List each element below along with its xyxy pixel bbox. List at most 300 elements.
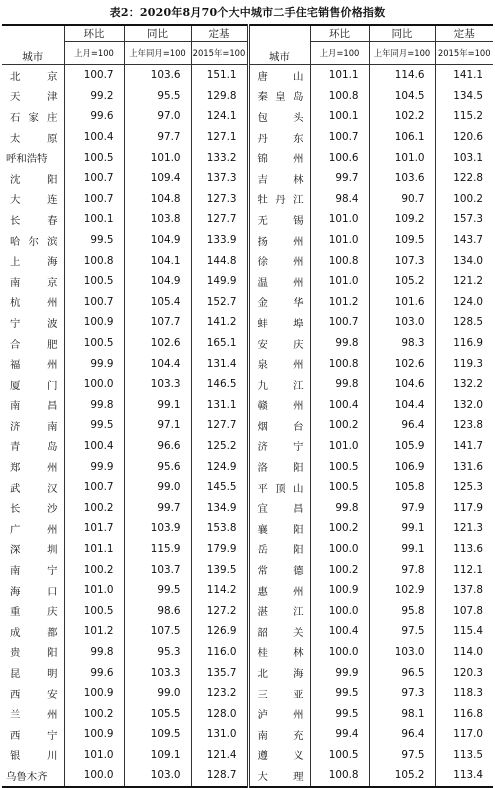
header-base-right: 定基 xyxy=(435,25,493,42)
base-value-right: 119.3 xyxy=(435,353,493,374)
city-name-right: 金华 xyxy=(248,292,310,313)
base-value-left: 131.0 xyxy=(191,724,248,745)
mom-value-left: 100.4 xyxy=(64,127,124,148)
yoy-value-left: 104.1 xyxy=(124,250,191,271)
mom-value-left: 100.1 xyxy=(64,209,124,230)
base-value-right: 116.9 xyxy=(435,333,493,354)
mom-value-left: 100.7 xyxy=(64,168,124,189)
mom-value-left: 100.5 xyxy=(64,147,124,168)
mom-value-right: 100.2 xyxy=(310,559,369,580)
yoy-value-right: 98.1 xyxy=(369,703,435,724)
base-value-left: 144.8 xyxy=(191,250,248,271)
city-name-left: 上海 xyxy=(10,256,58,269)
table-row xyxy=(2,106,493,127)
mom-value-left: 100.9 xyxy=(64,724,124,745)
table-row xyxy=(2,333,493,354)
base-value-left: 165.1 xyxy=(191,333,248,354)
city-name-right: 扬州 xyxy=(248,230,310,251)
city-name-right: 宜昌 xyxy=(248,497,310,518)
mom-value-right: 100.8 xyxy=(310,86,369,107)
mom-value-right: 99.8 xyxy=(310,374,369,395)
mom-value-left: 100.2 xyxy=(64,703,124,724)
city-name-right: 锦州 xyxy=(248,147,310,168)
city-name-left: 呼和浩特 xyxy=(6,153,48,166)
table-row xyxy=(2,147,493,168)
mom-value-left: 99.9 xyxy=(64,456,124,477)
mom-value-right: 101.0 xyxy=(310,436,369,457)
city-name-right: 三亚 xyxy=(248,683,310,704)
base-value-right: 114.0 xyxy=(435,642,493,663)
base-value-left: 179.9 xyxy=(191,539,248,560)
city-name-right: 唐山 xyxy=(248,65,310,86)
yoy-value-right: 109.5 xyxy=(369,230,435,251)
yoy-value-left: 105.5 xyxy=(124,703,191,724)
mom-value-right: 100.9 xyxy=(310,580,369,601)
table-row xyxy=(2,497,493,518)
city-name-right: 赣州 xyxy=(248,395,310,416)
base-value-left: 139.5 xyxy=(191,559,248,580)
yoy-value-right: 97.5 xyxy=(369,621,435,642)
yoy-value-left: 95.3 xyxy=(124,642,191,663)
base-value-left: 125.2 xyxy=(191,436,248,457)
yoy-value-left: 103.3 xyxy=(124,662,191,683)
mom-value-right: 99.8 xyxy=(310,333,369,354)
yoy-value-left: 99.7 xyxy=(124,497,191,518)
base-value-right: 120.6 xyxy=(435,127,493,148)
table-title: 表2：2020年8月70个大中城市二手住宅销售价格指数 xyxy=(109,6,386,19)
header-base-left: 定基 xyxy=(191,25,248,42)
table-row xyxy=(2,642,493,663)
city-name-right: 韶关 xyxy=(248,621,310,642)
city-name-left: 武汉 xyxy=(10,482,58,495)
city-name-right: 惠州 xyxy=(248,580,310,601)
base-value-right: 143.7 xyxy=(435,230,493,251)
base-value-right: 131.6 xyxy=(435,456,493,477)
mom-value-right: 100.2 xyxy=(310,518,369,539)
base-value-right: 141.7 xyxy=(435,436,493,457)
header-mom-left: 环比 xyxy=(64,25,124,42)
table-row xyxy=(2,765,493,787)
base-value-right: 124.0 xyxy=(435,292,493,313)
city-name-left: 西宁 xyxy=(10,729,58,742)
mom-value-left: 100.7 xyxy=(64,292,124,313)
table-row xyxy=(2,745,493,766)
header-city-left: 城市 xyxy=(2,25,64,65)
base-value-right: 123.8 xyxy=(435,415,493,436)
mom-value-left: 99.6 xyxy=(64,662,124,683)
city-name-left: 银川 xyxy=(10,750,58,763)
yoy-value-right: 101.0 xyxy=(369,147,435,168)
yoy-value-left: 95.6 xyxy=(124,456,191,477)
mom-value-right: 100.8 xyxy=(310,353,369,374)
table-row xyxy=(2,168,493,189)
mom-value-right: 99.9 xyxy=(310,662,369,683)
mom-value-right: 101.1 xyxy=(310,65,369,86)
mom-value-right: 101.2 xyxy=(310,292,369,313)
table-row xyxy=(2,621,493,642)
yoy-value-right: 101.6 xyxy=(369,292,435,313)
base-value-left: 128.0 xyxy=(191,703,248,724)
city-name-left: 南京 xyxy=(10,276,58,289)
mom-value-right: 101.0 xyxy=(310,271,369,292)
city-name-left: 济南 xyxy=(10,420,58,433)
yoy-value-left: 104.9 xyxy=(124,271,191,292)
base-value-left: 129.8 xyxy=(191,86,248,107)
table-row xyxy=(2,662,493,683)
price-index-table xyxy=(2,24,493,788)
base-value-left: 114.2 xyxy=(191,580,248,601)
base-value-right: 112.1 xyxy=(435,559,493,580)
city-name-right: 温州 xyxy=(248,271,310,292)
table-row xyxy=(2,353,493,374)
mom-value-left: 101.2 xyxy=(64,621,124,642)
yoy-value-left: 107.5 xyxy=(124,621,191,642)
subheader-yoy-left: 上年同月=100 xyxy=(124,42,191,65)
city-name-right: 桂林 xyxy=(248,642,310,663)
mom-value-right: 99.7 xyxy=(310,168,369,189)
city-name-right: 湛江 xyxy=(248,600,310,621)
yoy-value-left: 99.0 xyxy=(124,683,191,704)
yoy-value-right: 104.5 xyxy=(369,86,435,107)
city-name-right: 安庆 xyxy=(248,333,310,354)
yoy-value-left: 115.9 xyxy=(124,539,191,560)
subheader-yoy-right: 上年同月=100 xyxy=(369,42,435,65)
mom-value-right: 101.0 xyxy=(310,209,369,230)
base-value-left: 133.2 xyxy=(191,147,248,168)
city-name-left: 深圳 xyxy=(10,544,58,557)
yoy-value-right: 105.8 xyxy=(369,477,435,498)
yoy-value-left: 97.0 xyxy=(124,106,191,127)
city-name-left: 太原 xyxy=(10,132,58,145)
city-name-right: 牡丹江 xyxy=(248,189,310,210)
mom-value-left: 99.8 xyxy=(64,395,124,416)
city-name-left: 南昌 xyxy=(10,400,58,413)
table-row xyxy=(2,271,493,292)
header-yoy-left: 同比 xyxy=(124,25,191,42)
mom-value-right: 100.0 xyxy=(310,642,369,663)
yoy-value-left: 102.6 xyxy=(124,333,191,354)
base-value-right: 137.8 xyxy=(435,580,493,601)
mom-value-left: 100.8 xyxy=(64,250,124,271)
city-name-right: 遵义 xyxy=(248,745,310,766)
city-name-right: 无锡 xyxy=(248,209,310,230)
mom-value-left: 101.0 xyxy=(64,580,124,601)
base-value-left: 152.7 xyxy=(191,292,248,313)
city-name-right: 吉林 xyxy=(248,168,310,189)
city-name-left: 沈阳 xyxy=(10,173,58,186)
base-value-left: 134.9 xyxy=(191,497,248,518)
mom-value-right: 99.4 xyxy=(310,724,369,745)
mom-value-left: 101.1 xyxy=(64,539,124,560)
mom-value-right: 100.5 xyxy=(310,456,369,477)
table-row xyxy=(2,518,493,539)
mom-value-left: 100.0 xyxy=(64,374,124,395)
city-name-left: 乌鲁木齐 xyxy=(2,765,64,787)
yoy-value-right: 97.9 xyxy=(369,497,435,518)
city-name-left: 西安 xyxy=(10,688,58,701)
table-row xyxy=(2,189,493,210)
mom-value-right: 100.0 xyxy=(310,539,369,560)
mom-value-right: 99.5 xyxy=(310,703,369,724)
header-yoy-right: 同比 xyxy=(369,25,435,42)
table-row xyxy=(2,456,493,477)
city-name-right: 九江 xyxy=(248,374,310,395)
table-row xyxy=(2,374,493,395)
mom-value-right: 100.8 xyxy=(310,765,369,787)
yoy-value-left: 103.8 xyxy=(124,209,191,230)
table-row xyxy=(2,65,493,86)
mom-value-left: 101.7 xyxy=(64,518,124,539)
mom-value-left: 99.9 xyxy=(64,353,124,374)
city-name-right: 泉州 xyxy=(248,353,310,374)
city-name-right: 岳阳 xyxy=(248,539,310,560)
city-name-left: 长春 xyxy=(10,214,58,227)
yoy-value-right: 109.2 xyxy=(369,209,435,230)
base-value-right: 121.2 xyxy=(435,271,493,292)
yoy-value-right: 96.4 xyxy=(369,724,435,745)
subheader-mom-right: 上月=100 xyxy=(310,42,369,65)
base-value-right: 125.3 xyxy=(435,477,493,498)
yoy-value-left: 109.4 xyxy=(124,168,191,189)
base-value-left: 133.9 xyxy=(191,230,248,251)
table-row xyxy=(2,724,493,745)
base-value-right: 132.2 xyxy=(435,374,493,395)
base-value-left: 127.7 xyxy=(191,415,248,436)
mom-value-left: 100.5 xyxy=(64,333,124,354)
base-value-left: 124.9 xyxy=(191,456,248,477)
yoy-value-left: 104.9 xyxy=(124,230,191,251)
table-row xyxy=(2,703,493,724)
city-name-left: 杭州 xyxy=(10,297,58,310)
mom-value-right: 100.8 xyxy=(310,250,369,271)
city-name-right: 丹东 xyxy=(248,127,310,148)
base-value-left: 127.3 xyxy=(191,189,248,210)
header-mom-right: 环比 xyxy=(310,25,369,42)
subheader-base-right: 2015年=100 xyxy=(435,42,493,65)
subheader-mom-left: 上月=100 xyxy=(64,42,124,65)
table-row xyxy=(2,559,493,580)
city-name-left: 北京 xyxy=(10,70,58,83)
mom-value-right: 100.0 xyxy=(310,600,369,621)
yoy-value-left: 104.4 xyxy=(124,353,191,374)
mom-value-right: 98.4 xyxy=(310,189,369,210)
base-value-right: 121.3 xyxy=(435,518,493,539)
table-row xyxy=(2,477,493,498)
city-name-left: 合肥 xyxy=(10,338,58,351)
mom-value-left: 100.9 xyxy=(64,683,124,704)
city-name-right: 南充 xyxy=(248,724,310,745)
yoy-value-right: 105.2 xyxy=(369,271,435,292)
table-row xyxy=(2,683,493,704)
table-row xyxy=(2,230,493,251)
mom-value-right: 100.5 xyxy=(310,745,369,766)
yoy-value-right: 97.5 xyxy=(369,745,435,766)
city-name-left: 南宁 xyxy=(10,565,58,578)
subheader-base-left: 2015年=100 xyxy=(191,42,248,65)
base-value-right: 100.2 xyxy=(435,189,493,210)
base-value-right: 141.1 xyxy=(435,65,493,86)
table-row xyxy=(2,127,493,148)
base-value-right: 113.6 xyxy=(435,539,493,560)
yoy-value-right: 99.1 xyxy=(369,518,435,539)
mom-value-left: 100.4 xyxy=(64,436,124,457)
yoy-value-left: 99.5 xyxy=(124,580,191,601)
mom-value-right: 100.6 xyxy=(310,147,369,168)
table-row xyxy=(2,436,493,457)
mom-value-left: 100.9 xyxy=(64,312,124,333)
table-row xyxy=(2,312,493,333)
city-name-left: 昆明 xyxy=(10,668,58,681)
yoy-value-right: 105.9 xyxy=(369,436,435,457)
base-value-left: 127.1 xyxy=(191,127,248,148)
base-value-left: 121.4 xyxy=(191,745,248,766)
base-value-right: 134.5 xyxy=(435,86,493,107)
yoy-value-right: 107.3 xyxy=(369,250,435,271)
base-value-left: 128.7 xyxy=(191,765,248,787)
base-value-left: 124.1 xyxy=(191,106,248,127)
yoy-value-right: 104.6 xyxy=(369,374,435,395)
yoy-value-right: 97.3 xyxy=(369,683,435,704)
base-value-left: 153.8 xyxy=(191,518,248,539)
city-name-left: 长沙 xyxy=(10,503,58,516)
yoy-value-left: 109.1 xyxy=(124,745,191,766)
city-name-right: 襄阳 xyxy=(248,518,310,539)
yoy-value-right: 106.1 xyxy=(369,127,435,148)
table-row xyxy=(2,292,493,313)
table-row xyxy=(2,580,493,601)
yoy-value-left: 99.1 xyxy=(124,395,191,416)
yoy-value-right: 103.0 xyxy=(369,642,435,663)
yoy-value-right: 102.6 xyxy=(369,353,435,374)
table-row xyxy=(2,539,493,560)
city-name-left: 天津 xyxy=(10,91,58,104)
mom-value-left: 101.0 xyxy=(64,745,124,766)
base-value-left: 145.5 xyxy=(191,477,248,498)
base-value-left: 149.9 xyxy=(191,271,248,292)
base-value-right: 128.5 xyxy=(435,312,493,333)
base-value-right: 116.8 xyxy=(435,703,493,724)
yoy-value-left: 107.7 xyxy=(124,312,191,333)
yoy-value-right: 98.3 xyxy=(369,333,435,354)
base-value-right: 115.2 xyxy=(435,106,493,127)
city-name-left: 石家庄 xyxy=(10,111,58,124)
yoy-value-left: 103.3 xyxy=(124,374,191,395)
city-name-left: 福州 xyxy=(10,359,58,372)
city-name-left: 哈尔滨 xyxy=(10,235,58,248)
city-name-left: 大连 xyxy=(10,194,58,207)
base-value-left: 137.3 xyxy=(191,168,248,189)
city-name-left: 兰州 xyxy=(10,709,58,722)
city-name-right: 蚌埠 xyxy=(248,312,310,333)
yoy-value-left: 109.5 xyxy=(124,724,191,745)
base-value-right: 120.3 xyxy=(435,662,493,683)
base-value-left: 151.1 xyxy=(191,65,248,86)
city-name-left: 重庆 xyxy=(10,606,58,619)
mom-value-left: 99.5 xyxy=(64,415,124,436)
yoy-value-left: 103.0 xyxy=(124,765,191,787)
yoy-value-right: 103.0 xyxy=(369,312,435,333)
mom-value-left: 100.2 xyxy=(64,497,124,518)
mom-value-left: 100.5 xyxy=(64,600,124,621)
yoy-value-right: 102.2 xyxy=(369,106,435,127)
yoy-value-left: 97.1 xyxy=(124,415,191,436)
city-name-right: 秦皇岛 xyxy=(248,86,310,107)
base-value-right: 157.3 xyxy=(435,209,493,230)
city-name-right: 北海 xyxy=(248,662,310,683)
base-value-right: 134.0 xyxy=(435,250,493,271)
city-name-left: 海口 xyxy=(10,585,58,598)
table-row xyxy=(2,86,493,107)
city-name-left: 宁波 xyxy=(10,317,58,330)
mom-value-right: 100.7 xyxy=(310,312,369,333)
base-value-left: 127.2 xyxy=(191,600,248,621)
city-name-right: 洛阳 xyxy=(248,456,310,477)
city-name-left: 成都 xyxy=(10,626,58,639)
city-name-right: 平顶山 xyxy=(248,477,310,498)
yoy-value-left: 103.7 xyxy=(124,559,191,580)
table-row xyxy=(2,395,493,416)
yoy-value-right: 103.6 xyxy=(369,168,435,189)
mom-value-right: 101.0 xyxy=(310,230,369,251)
base-value-right: 117.9 xyxy=(435,497,493,518)
base-value-left: 131.1 xyxy=(191,395,248,416)
base-value-right: 113.5 xyxy=(435,745,493,766)
city-name-right: 大理 xyxy=(248,765,310,787)
yoy-value-right: 104.4 xyxy=(369,395,435,416)
base-value-left: 126.9 xyxy=(191,621,248,642)
base-value-right: 132.0 xyxy=(435,395,493,416)
yoy-value-left: 103.9 xyxy=(124,518,191,539)
mom-value-left: 100.2 xyxy=(64,559,124,580)
yoy-value-left: 97.7 xyxy=(124,127,191,148)
base-value-right: 103.1 xyxy=(435,147,493,168)
city-name-right: 包头 xyxy=(248,106,310,127)
base-value-left: 146.5 xyxy=(191,374,248,395)
mom-value-right: 100.4 xyxy=(310,621,369,642)
base-value-right: 118.3 xyxy=(435,683,493,704)
yoy-value-left: 98.6 xyxy=(124,600,191,621)
yoy-value-right: 105.2 xyxy=(369,765,435,787)
base-value-right: 107.8 xyxy=(435,600,493,621)
mom-value-right: 100.1 xyxy=(310,106,369,127)
yoy-value-left: 99.0 xyxy=(124,477,191,498)
yoy-value-right: 102.9 xyxy=(369,580,435,601)
table-row xyxy=(2,415,493,436)
mom-value-left: 99.2 xyxy=(64,86,124,107)
yoy-value-right: 114.6 xyxy=(369,65,435,86)
city-name-right: 烟台 xyxy=(248,415,310,436)
base-value-left: 127.7 xyxy=(191,209,248,230)
city-name-left: 郑州 xyxy=(10,462,58,475)
yoy-value-left: 103.6 xyxy=(124,65,191,86)
city-name-left: 厦门 xyxy=(10,379,58,392)
yoy-value-right: 106.9 xyxy=(369,456,435,477)
mom-value-right: 100.2 xyxy=(310,415,369,436)
base-value-left: 123.2 xyxy=(191,683,248,704)
mom-value-right: 100.4 xyxy=(310,395,369,416)
mom-value-left: 100.0 xyxy=(64,765,124,787)
mom-value-right: 99.5 xyxy=(310,683,369,704)
mom-value-right: 100.5 xyxy=(310,477,369,498)
yoy-value-left: 104.8 xyxy=(124,189,191,210)
base-value-left: 116.0 xyxy=(191,642,248,663)
base-value-left: 141.2 xyxy=(191,312,248,333)
yoy-value-left: 101.0 xyxy=(124,147,191,168)
base-value-right: 113.4 xyxy=(435,765,493,787)
mom-value-left: 100.5 xyxy=(64,271,124,292)
yoy-value-left: 96.6 xyxy=(124,436,191,457)
base-value-right: 117.0 xyxy=(435,724,493,745)
